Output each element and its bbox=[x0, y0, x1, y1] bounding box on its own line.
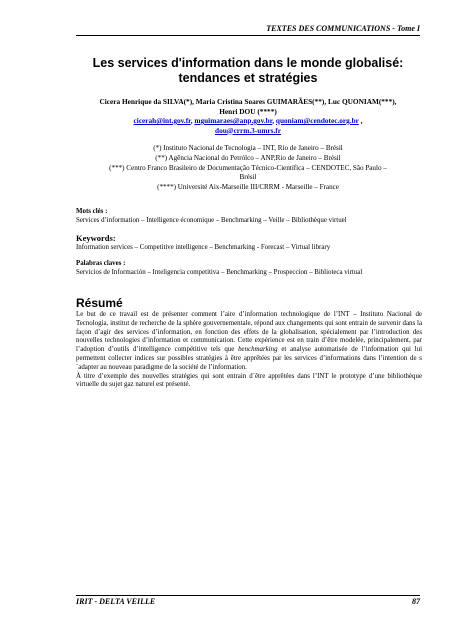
resume-emphasis: benchmarking bbox=[238, 346, 278, 354]
paper-title-line-2: tendances et stratégies bbox=[178, 71, 318, 85]
email-separator: , bbox=[190, 116, 195, 125]
affiliation-3: (***) Centro Franco Brasileiro de Documentação Técnico-Científica – CENDOTEC, São Paulo – bbox=[109, 163, 387, 172]
author-emails: cicerah@int.gov.fr, mguimaraes@anp.gov.br, quoniam@cendotec.org.br , dou@crrm.3-umrs.fr bbox=[133, 116, 363, 135]
resume-heading: Résumé bbox=[76, 296, 123, 310]
footer-publication: IRIT - DELTA VEILLE bbox=[76, 597, 156, 606]
keywords-spanish bbox=[76, 259, 422, 277]
email-link-silva[interactable]: cicerah@int.gov.fr bbox=[133, 116, 191, 125]
resume-body bbox=[76, 311, 422, 390]
paper-title bbox=[76, 56, 420, 86]
email-link-quoniam[interactable]: quoniam@cendotec.org.br bbox=[275, 116, 359, 125]
keywords-spanish-text: Servicios de Información – Inteligencia competitiva – Benchmarking – Prospeccion – Biblioteca virtual bbox=[76, 269, 363, 276]
keywords-english-text: Information services – Competitive intelligence – Benchmarking - Forecast – Virtual library bbox=[76, 244, 331, 251]
affiliation-4: (****) Université Aix-Marseille III/CRRM - Marseille – France bbox=[157, 183, 339, 192]
email-link-guimaraes[interactable]: mguimaraes@anp.gov.br bbox=[194, 116, 273, 125]
footer-rule bbox=[76, 595, 420, 596]
page-number: 87 bbox=[412, 597, 420, 606]
author-list bbox=[76, 97, 420, 116]
keywords-french-label: Mots clés : bbox=[76, 208, 108, 215]
keywords-french-text: Services d’information – Intelligence économique – Benchmarking – Veille – Bibliothèque virtuel bbox=[76, 217, 347, 224]
header-rule bbox=[76, 35, 420, 36]
keywords-english bbox=[76, 233, 422, 252]
paper-title-line-1: Les services d'information dans le monde globalisé: bbox=[92, 56, 404, 70]
affiliation-2: (**) Agência Nacional do Petrólco – ANP,Rio de Janeiro – Brésil bbox=[155, 153, 341, 162]
keywords-english-label: Keywords: bbox=[76, 233, 116, 243]
email-link-dou[interactable]: dou@crrm.3-umrs.fr bbox=[215, 125, 281, 135]
email-separator: , bbox=[272, 116, 276, 125]
resume-paragraph-2: À titre d’exemple des nouvelles stratégies qui sont entrain d´être apprêtées dans l’INT le prototype d’une bibliothèque virtuelle du sujet gaz naturel est présenté. bbox=[76, 372, 422, 389]
author-line-2: Henri DOU (****) bbox=[219, 106, 277, 116]
affiliations bbox=[76, 144, 420, 193]
author-line-1: Cicera Henrique da SILVA(*), Maria Cristina Soares GUIMARÃES(**), Luc QUONIAM(***), bbox=[99, 97, 397, 106]
keywords-spanish-label: Palabras claves : bbox=[76, 260, 126, 267]
affiliation-3-cont: Brésil bbox=[239, 173, 257, 182]
resume-paragraph-1: Le but de ce travail est de présenter comment l’aire d’information technologique de l’INT – Instituto Nacional de Tecnologia, institut de recherche de la sphère gouvernementale, répond aux changements qui sont entrain de survenir dans la façon d’agir des services d’information, en fonction des effets de la globalisation, spécialement par l’introduction des nouvelles technologies d’information et communication. Cette expérience est en train d’être modelée, principalement, par l’adoption d’outils d’intelligence compétitive tels que benchmarking et analyse automatisée de l’information qui lui permettent collecter indices sur possibles stratégies à être apprêtées par les services d’informations dans l’intention de s´adapter au nouveau paradigme de la société de l’information. bbox=[76, 311, 422, 371]
affiliation-1: (*) Instituto Nacional de Tecnologia – INT, Rio de Janeiro – Brésil bbox=[153, 144, 343, 152]
keywords-french bbox=[76, 207, 422, 225]
running-header: TEXTES DES COMMUNICATIONS - Tome I bbox=[266, 24, 420, 33]
